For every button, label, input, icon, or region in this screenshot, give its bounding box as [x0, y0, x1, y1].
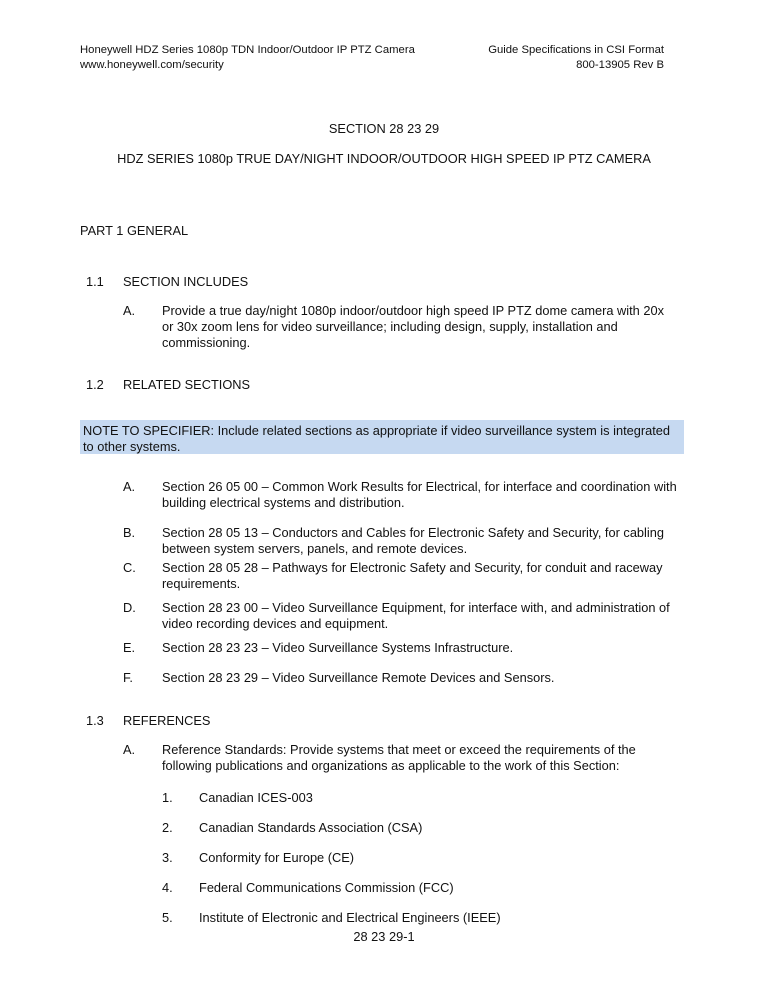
sub-item-text: Institute of Electronic and Electrical Engineers (IEEE)	[199, 910, 501, 925]
header-doc-number: 800-13905 Rev B	[576, 58, 664, 71]
item-text: Section 28 05 13 – Conductors and Cables for Electronic Safety and Security, for cabling between system servers, panels, and remote devices.	[162, 525, 664, 557]
item-text: Section 28 23 23 – Video Surveillance Systems Infrastructure.	[162, 640, 514, 655]
section-1-1-heading: SECTION INCLUDES	[123, 274, 249, 289]
sub-item-text: Federal Communications Commission (FCC)	[199, 880, 454, 895]
item-text: Provide a true day/night 1080p indoor/outdoor high speed IP PTZ dome camera with 20x or 30x zoom lens for video surveillance; including design, supply, installation and commissioning.	[162, 303, 664, 351]
item-letter: A.	[123, 303, 136, 318]
header-product-title: Honeywell HDZ Series 1080p TDN Indoor/Outdoor IP PTZ Camera	[80, 44, 415, 56]
section-number: SECTION 28 23 29	[328, 121, 440, 136]
sub-item-number: 1.	[162, 790, 173, 805]
item-text: Section 28 05 28 – Pathways for Electronic Safety and Security, for conduit and raceway requirements.	[162, 560, 663, 592]
sub-item-text: Canadian ICES-003	[199, 790, 313, 805]
item-letter: B.	[123, 525, 136, 540]
sub-item-text: Conformity for Europe (CE)	[199, 850, 355, 865]
section-1-1-number: 1.1	[86, 274, 104, 289]
header-doc-type: Guide Specifications in CSI Format	[488, 44, 664, 56]
item-letter: D.	[123, 600, 136, 615]
item-text: Section 28 23 00 – Video Surveillance Equipment, for interface with, and administration of video recording devices and equipment.	[162, 600, 670, 632]
section-title: HDZ SERIES 1080p TRUE DAY/NIGHT INDOOR/OUTDOOR HIGH SPEED IP PTZ CAMERA	[117, 151, 651, 166]
specifier-note-text: NOTE TO SPECIFIER: Include related sections as appropriate if video surveillance system is integrated to other systems.	[83, 423, 671, 455]
sub-item-number: 5.	[162, 910, 173, 925]
section-1-3-number: 1.3	[86, 713, 104, 728]
page-number: 28 23 29-1	[353, 929, 415, 944]
section-1-2-number: 1.2	[86, 377, 104, 392]
item-letter: A.	[123, 742, 136, 757]
item-letter: A.	[123, 479, 136, 494]
sub-item-number: 3.	[162, 850, 173, 865]
sub-item-number: 4.	[162, 880, 173, 895]
sub-item-number: 2.	[162, 820, 173, 835]
part-1-heading: PART 1 GENERAL	[80, 223, 189, 238]
header-right	[488, 43, 664, 72]
item-text: Section 28 23 29 – Video Surveillance Remote Devices and Sensors.	[162, 670, 555, 685]
item-text: Section 26 05 00 – Common Work Results for Electrical, for interface and coordination with building electrical systems and distribution.	[162, 479, 677, 511]
item-text: Reference Standards: Provide systems that meet or exceed the requirements of the following publications and organizations as applicable to the work of this Section:	[162, 742, 636, 774]
section-1-2-heading: RELATED SECTIONS	[123, 377, 251, 392]
header-website: www.honeywell.com/security	[80, 58, 224, 71]
item-letter: F.	[123, 670, 133, 685]
item-letter: E.	[123, 640, 136, 655]
item-letter: C.	[123, 560, 136, 575]
sub-item-text: Canadian Standards Association (CSA)	[199, 820, 423, 835]
header-left	[80, 43, 415, 72]
section-1-3-heading: REFERENCES	[123, 713, 211, 728]
